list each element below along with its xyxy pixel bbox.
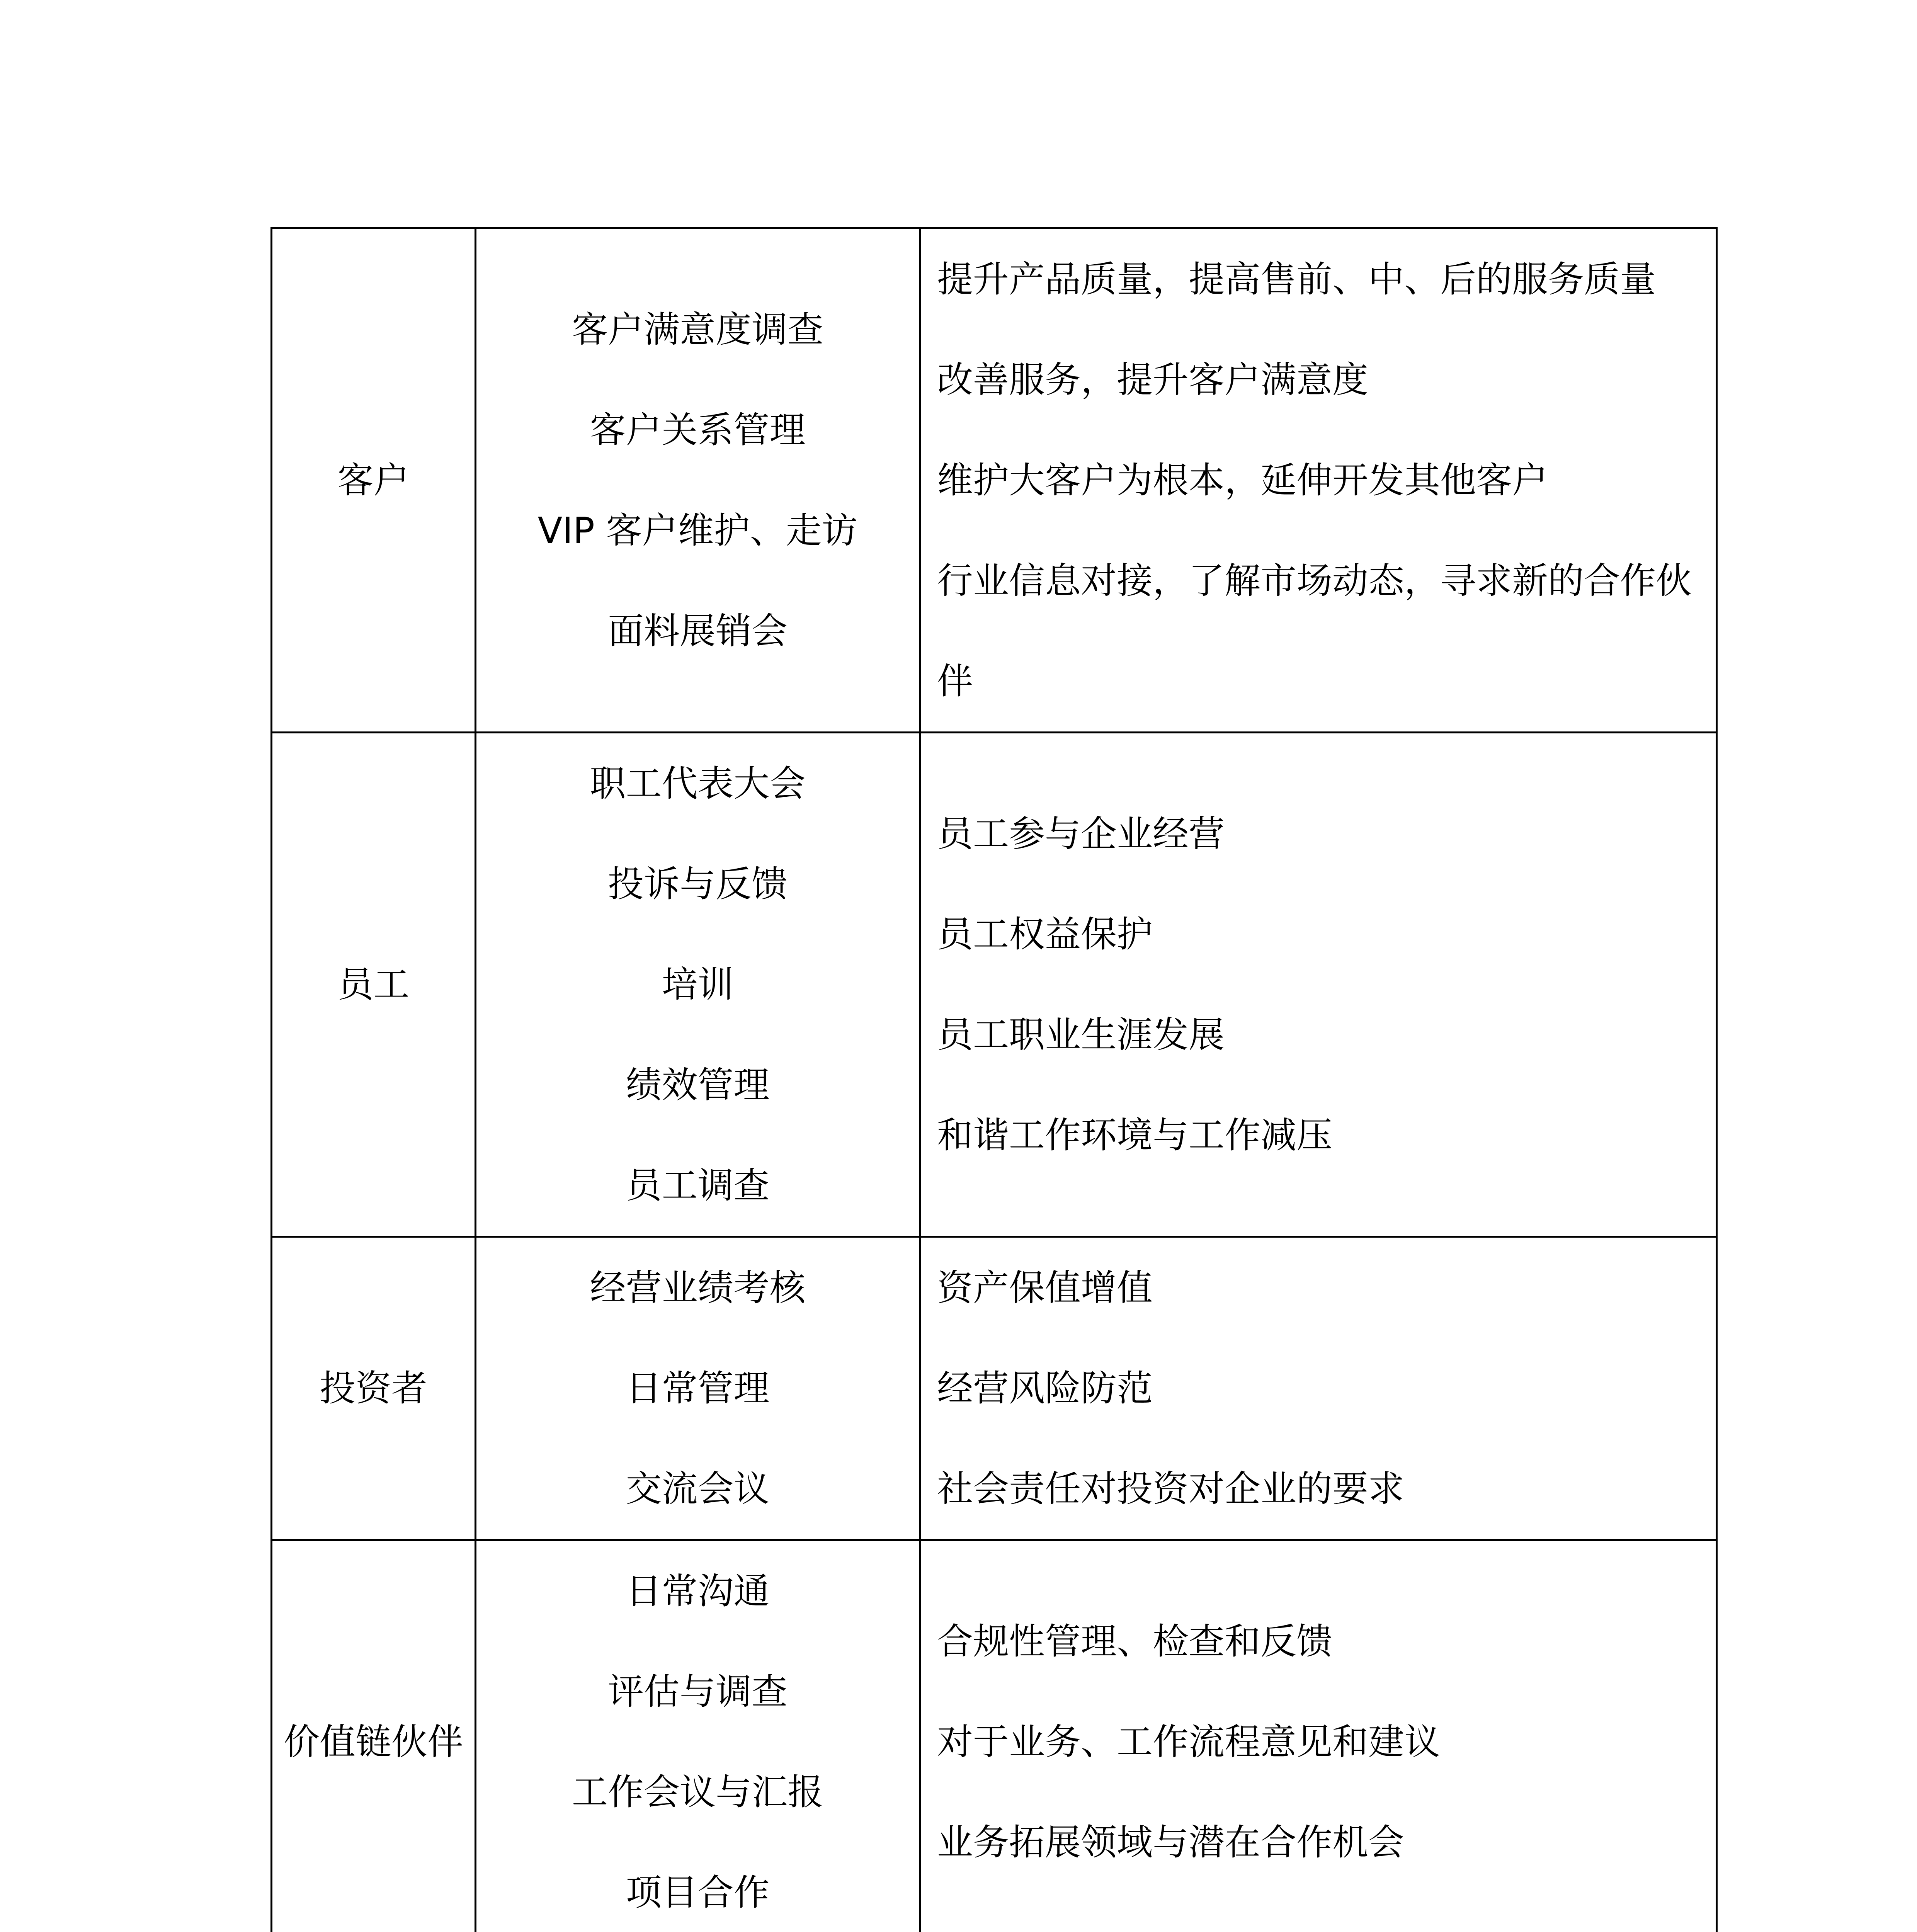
channel-item: 项目合作 [626,1872,770,1913]
stakeholder-cell [272,228,476,733]
concern-item: 改善服务，提升客户满意度 [937,359,1368,401]
channels-cell [476,1237,920,1540]
concern-item: 员工参与企业经营 [937,813,1225,855]
stakeholder-name: 客户 [337,459,410,501]
concern-item: 员工权益保护 [937,913,1153,955]
channel-item: 客户满意度调查 [572,309,823,350]
table-row [272,228,1717,733]
channel-item: 工作会议与汇报 [572,1771,823,1813]
concern-item: 经营风险防范 [937,1367,1153,1409]
table-row [272,1540,1717,1932]
channel-item: 职工代表大会 [590,763,806,804]
concern-item: 员工职业生涯发展 [937,1014,1225,1056]
channel-item: VIP 客户维护、走访 [538,510,858,551]
concerns-cell [920,228,1717,733]
stakeholder-cell [272,1540,476,1932]
stakeholder-name: 员工 [337,964,410,1005]
table-row [272,1237,1717,1540]
channel-item: 经营业绩考核 [590,1267,806,1309]
channel-item: 日常管理 [626,1367,770,1409]
concern-item: 业务拓展领域与潜在合作机会 [937,1821,1404,1863]
concern-item: 社会责任对投资对企业的要求 [937,1468,1404,1510]
channel-item: 客户关系管理 [590,409,806,451]
concerns-cell [920,733,1717,1237]
channels-cell [476,228,920,733]
channel-item: 日常沟通 [626,1570,770,1612]
stakeholder-communication-table [270,227,1718,1932]
channels-cell [476,733,920,1237]
channel-item: 投诉与反馈 [608,863,788,905]
stakeholder-name: 价值链伙伴 [284,1721,463,1763]
table-row [272,733,1717,1237]
channel-item: 交流会议 [626,1468,770,1510]
concern-item: 对于业务、工作流程意见和建议 [937,1721,1440,1763]
concern-item: 和谐工作环境与工作减压 [937,1114,1332,1156]
channel-item: 面料展销会 [608,610,788,652]
channel-item: 绩效管理 [626,1064,770,1106]
concern-item: 合规性管理、检查和反馈 [937,1621,1332,1662]
concerns-cell [920,1540,1717,1932]
channel-item: 员工调查 [626,1165,770,1206]
channel-item: 评估与调查 [608,1671,788,1713]
stakeholder-cell [272,733,476,1237]
concerns-cell [920,1237,1717,1540]
concern-item: 资产保值增值 [937,1267,1153,1309]
channel-item: 培训 [662,964,734,1005]
channels-cell [476,1540,920,1932]
stakeholder-name: 投资者 [320,1367,427,1409]
concern-item: 行业信息对接，了解市场动态，寻求新的合作伙伴 [937,560,1692,702]
stakeholder-cell [272,1237,476,1540]
concern-item: 维护大客户为根本，延伸开发其他客户 [937,459,1548,501]
concern-item: 提升产品质量，提高售前、中、后的服务质量 [937,259,1656,300]
